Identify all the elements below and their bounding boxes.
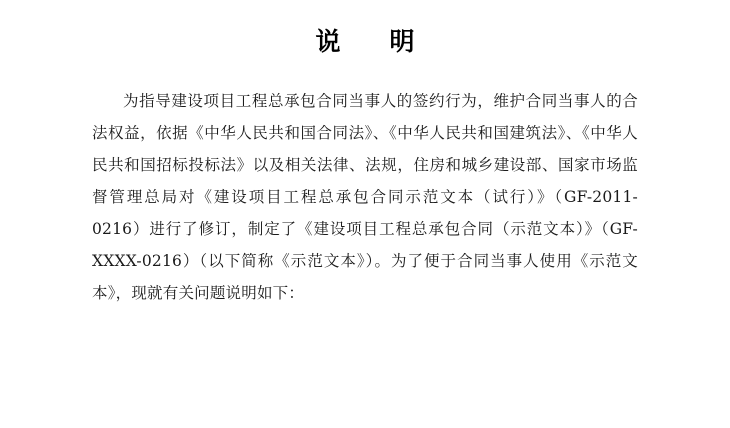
page-title: 说 明 [315,27,427,56]
document-page [0,26,730,428]
document-body [92,85,638,310]
paragraph: 为指导建设项目工程总承包合同当事人的签约行为，维护合同当事人的合法权益，依据《中华人民共和国合同法》、《中华人民共和国建筑法》、《中华人民共和国招标投标法》以及相关法律、法规，住房和城乡建设部、国家市场监督管理总局对《建设项目工程总承包合同示范文本（试行）》（GF-2011-0216）进行了修订，制定了《建设项目工程总承包合同（示范文本）》（GF-XXXX-0216）（以下简称《示范文本》）。为了便于合同当事人使用《示范文本》，现就有关问题说明如下： [92,91,638,302]
